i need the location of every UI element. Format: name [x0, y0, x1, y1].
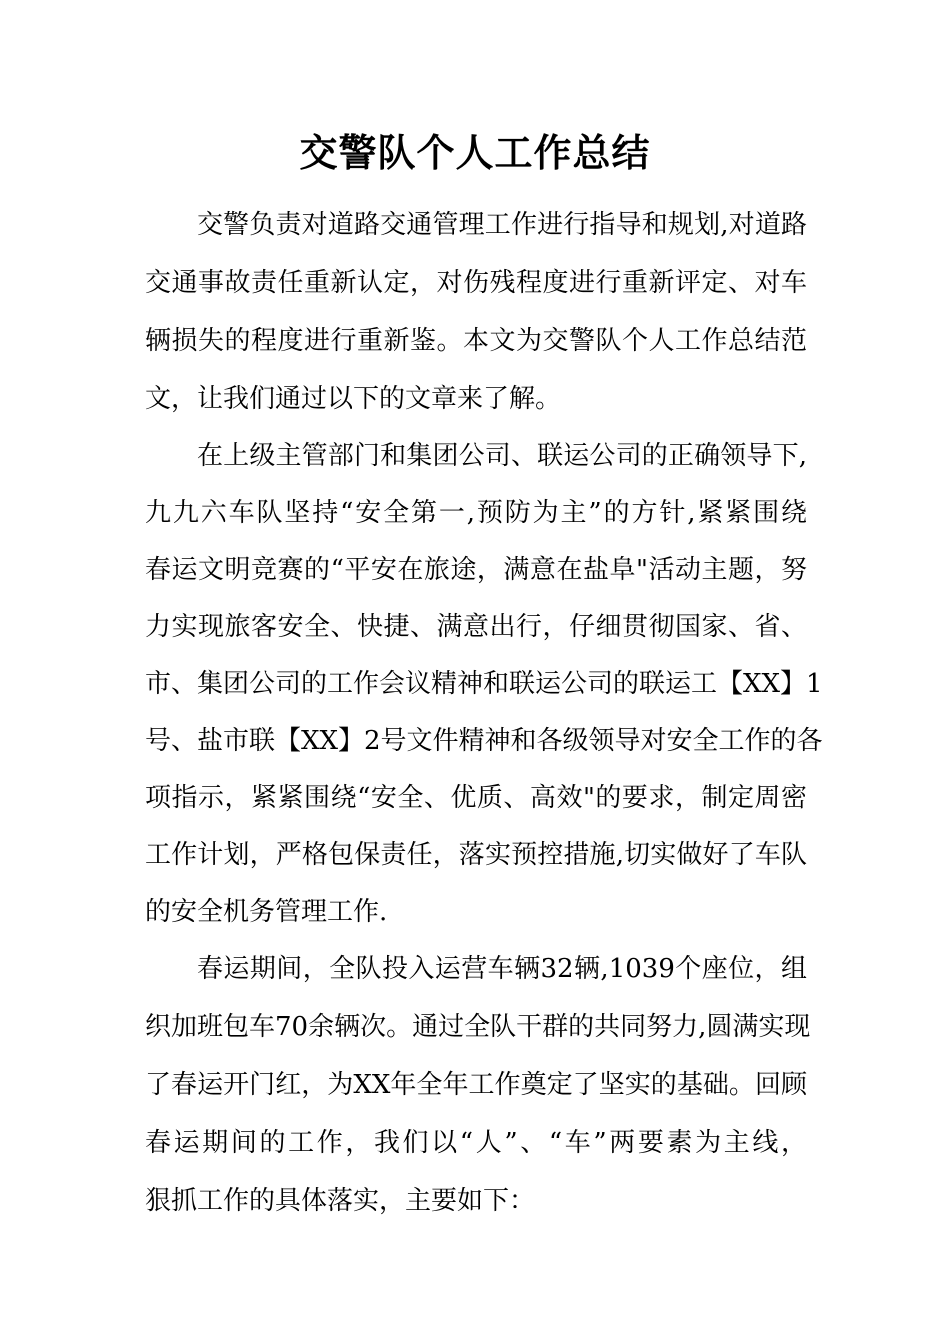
text-line: 文，让我们通过以下的文章来了解。: [145, 384, 562, 414]
text-line: 了春运开门红，为XX年全年工作奠定了坚实的基础。回顾: [145, 1070, 807, 1100]
document-title: 交警队个人工作总结: [299, 130, 651, 175]
text-line: 交警负责对道路交通管理工作进行指导和规划,对道路: [197, 210, 807, 240]
text-line: 号、盐市联【XX】2号文件精神和各级领导对安全工作的各: [145, 726, 823, 756]
text-line: 九九六车队坚持“安全第一,预防为主”的方针,紧紧围绕: [145, 498, 807, 528]
text-line: 春运文明竞赛的“平安在旅途，满意在盐阜"活动主题，努: [145, 555, 807, 585]
text-line: 春运期间的工作，我们以“人”、“车”两要素为主线，: [145, 1128, 807, 1158]
text-line: 工作计划，严格包保责任，落实预控措施,切实做好了车队: [145, 840, 807, 870]
text-line: 在上级主管部门和集团公司、联运公司的正确领导下,: [197, 441, 807, 471]
text-line: 市、集团公司的工作会议精神和联运公司的联运工【XX】1: [145, 669, 823, 699]
text-line: 织加班包车70余辆次。通过全队干群的共同努力,圆满实现: [145, 1012, 811, 1042]
text-line: 交通事故责任重新认定，对伤残程度进行重新评定、对车: [145, 268, 807, 298]
text-line: 狠抓工作的具体落实，主要如下：: [145, 1186, 536, 1216]
text-line: 春运期间，全队投入运营车辆32辆,1039个座位，组: [197, 954, 807, 984]
text-line: 的安全机务管理工作.: [145, 897, 388, 927]
text-line: 力实现旅客安全、快捷、满意出行，仔细贯彻国家、省、: [145, 612, 807, 642]
text-line: 辆损失的程度进行重新鉴。本文为交警队个人工作总结范: [145, 326, 807, 356]
text-line: 项指示，紧紧围绕“安全、优质、高效"的要求，制定周密: [145, 783, 807, 813]
